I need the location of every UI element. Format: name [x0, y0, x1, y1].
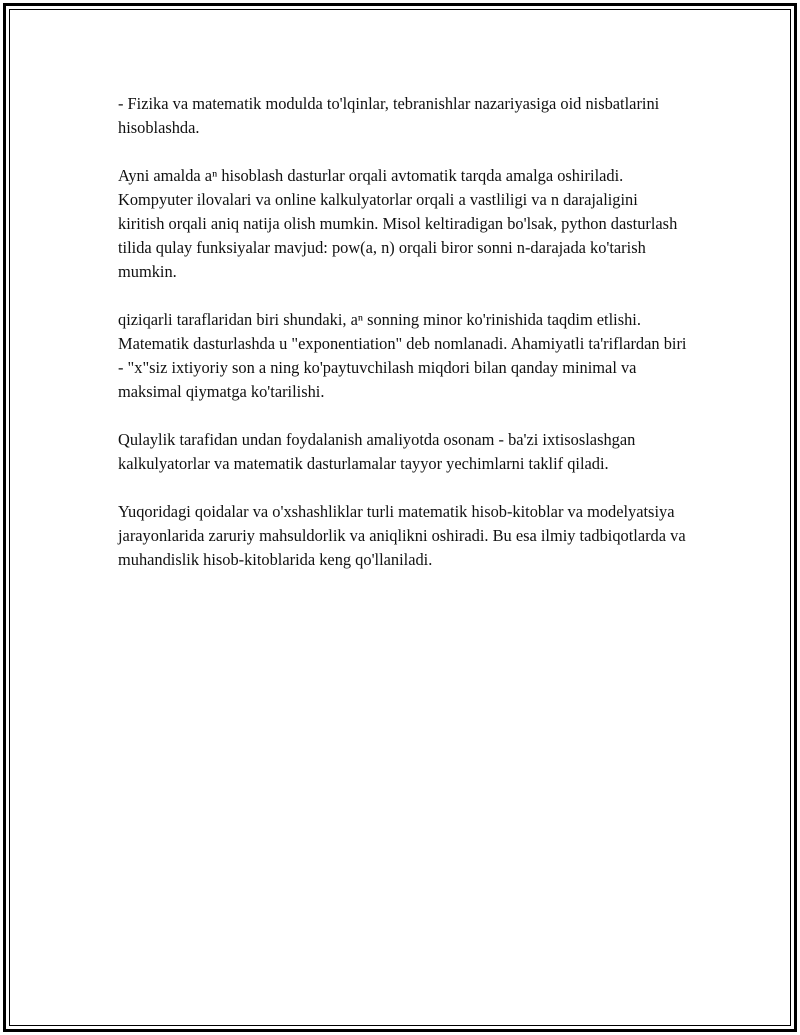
paragraph-3: qiziqarli taraflaridan biri shundaki, aⁿ sonning minor ko'rinishida taqdim etlishi. Matematik dasturlashda u "exponentiation" deb nomlanadi. Ahamiyatli ta'riflardan biri - "x"siz ixtiyoriy son a ning ko'paytuvchilash miqdori bilan qanday minimal va maksimal qiymatga ko'tarilishi.	[118, 310, 687, 401]
paragraph-1: - Fizika va matematik modulda to'lqinlar, tebranishlar nazariyasiga oid nisbatlarini hisoblashda.	[118, 94, 660, 137]
paragraph-4: Qulaylik tarafidan undan foydalanish amaliyotda osonam - ba'zi ixtisoslashgan kalkulyatorlar va matematik dasturlamalar tayyor yechimlarni taklif qiladi.	[118, 430, 636, 473]
paragraph-5: Yuqoridagi qoidalar va o'xshashliklar turli matematik hisob-kitoblar va modelyatsiya jarayonlarida zaruriy mahsuldorlik va aniqlikni oshiradi. Bu esa ilmiy tadbiqotlarda va muhandislik hisob-kitoblarida keng qo'llaniladi.	[118, 502, 686, 569]
document-body	[118, 92, 688, 596]
paragraph-2: Ayni amalda aⁿ hisoblash dasturlar orqali avtomatik tarqda amalga oshiriladi. Kompyuter ilovalari va online kalkulyatorlar orqali a vastliligi va n darajaligini kiritish orqali aniq natija olish mumkin. Misol keltiradigan bo'lsak, python dasturlash tilida qulay funksiyalar mavjud: pow(a, n) orqali biror sonni n-darajada ko'tarish mumkin.	[118, 166, 678, 281]
